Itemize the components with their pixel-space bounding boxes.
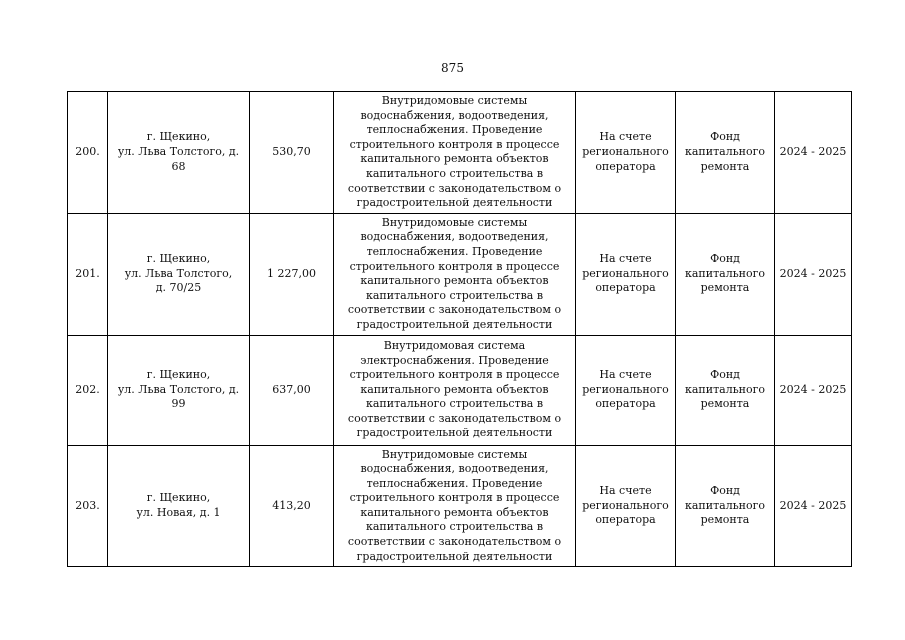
period-cell: 2024 - 2025 xyxy=(775,92,852,214)
row-number: 201. xyxy=(68,213,108,335)
address-line: г. Щекино, xyxy=(146,491,211,505)
table-row xyxy=(68,335,852,445)
address-line: ул. Льва Толстого, д. 99 xyxy=(117,382,240,411)
address-line: г. Щекино, xyxy=(146,252,211,266)
account-cell: На счете регионального оператора xyxy=(576,445,676,567)
amount-cell: 1 227,00 xyxy=(250,213,334,335)
address-line: ул. Новая, д. 1 xyxy=(136,505,221,519)
amount-cell: 637,00 xyxy=(250,335,334,445)
address-line: ул. Льва Толстого, xyxy=(124,266,233,280)
fund-cell: Фонд капитального ремонта xyxy=(676,445,775,567)
address-line: д. 70/25 xyxy=(155,281,202,295)
row-number: 200. xyxy=(68,92,108,214)
period-cell: 2024 - 2025 xyxy=(775,335,852,445)
address-cell xyxy=(108,445,250,567)
address-line: г. Щекино, xyxy=(146,130,211,144)
account-cell: На счете регионального оператора xyxy=(576,213,676,335)
page-number: 875 xyxy=(441,61,464,75)
address-cell xyxy=(108,92,250,214)
fund-cell: Фонд капитального ремонта xyxy=(676,335,775,445)
account-cell: На счете регионального оператора xyxy=(576,92,676,214)
work-description-cell: Внутридомовые системы водоснабжения, водоотведения, теплоснабжения. Проведение строительного контроля в процессе капитального ремонта объектов капитального строительства в соответствии с законодательством о градостроительной деятельности xyxy=(334,92,576,214)
repair-schedule-table xyxy=(67,91,852,567)
fund-cell: Фонд капитального ремонта xyxy=(676,213,775,335)
work-description-cell: Внутридомовые системы водоснабжения, водоотведения, теплоснабжения. Проведение строительного контроля в процессе капитального ремонта объектов капитального строительства в соответствии с законодательством о градостроительной деятельности xyxy=(334,213,576,335)
table-row xyxy=(68,92,852,214)
amount-cell: 413,20 xyxy=(250,445,334,567)
period-cell: 2024 - 2025 xyxy=(775,213,852,335)
account-cell: На счете регионального оператора xyxy=(576,335,676,445)
address-line: г. Щекино, xyxy=(146,368,211,382)
work-description-cell: Внутридомовая система электроснабжения. Проведение строительного контроля в процессе капитального ремонта объектов капитального строительства в соответствии с законодательством о градостроительной деятельности xyxy=(334,335,576,445)
table-row xyxy=(68,445,852,567)
table-row xyxy=(68,213,852,335)
period-cell: 2024 - 2025 xyxy=(775,445,852,567)
amount-cell: 530,70 xyxy=(250,92,334,214)
address-cell xyxy=(108,335,250,445)
row-number: 202. xyxy=(68,335,108,445)
address-cell xyxy=(108,213,250,335)
fund-cell: Фонд капитального ремонта xyxy=(676,92,775,214)
address-line: ул. Льва Толстого, д. 68 xyxy=(117,145,240,173)
work-description-cell: Внутридомовые системы водоснабжения, водоотведения, теплоснабжения. Проведение строительного контроля в процессе капитального ремонта объектов капитального строительства в соответствии с законодательством о градостроительной деятельности xyxy=(334,445,576,567)
row-number: 203. xyxy=(68,445,108,567)
